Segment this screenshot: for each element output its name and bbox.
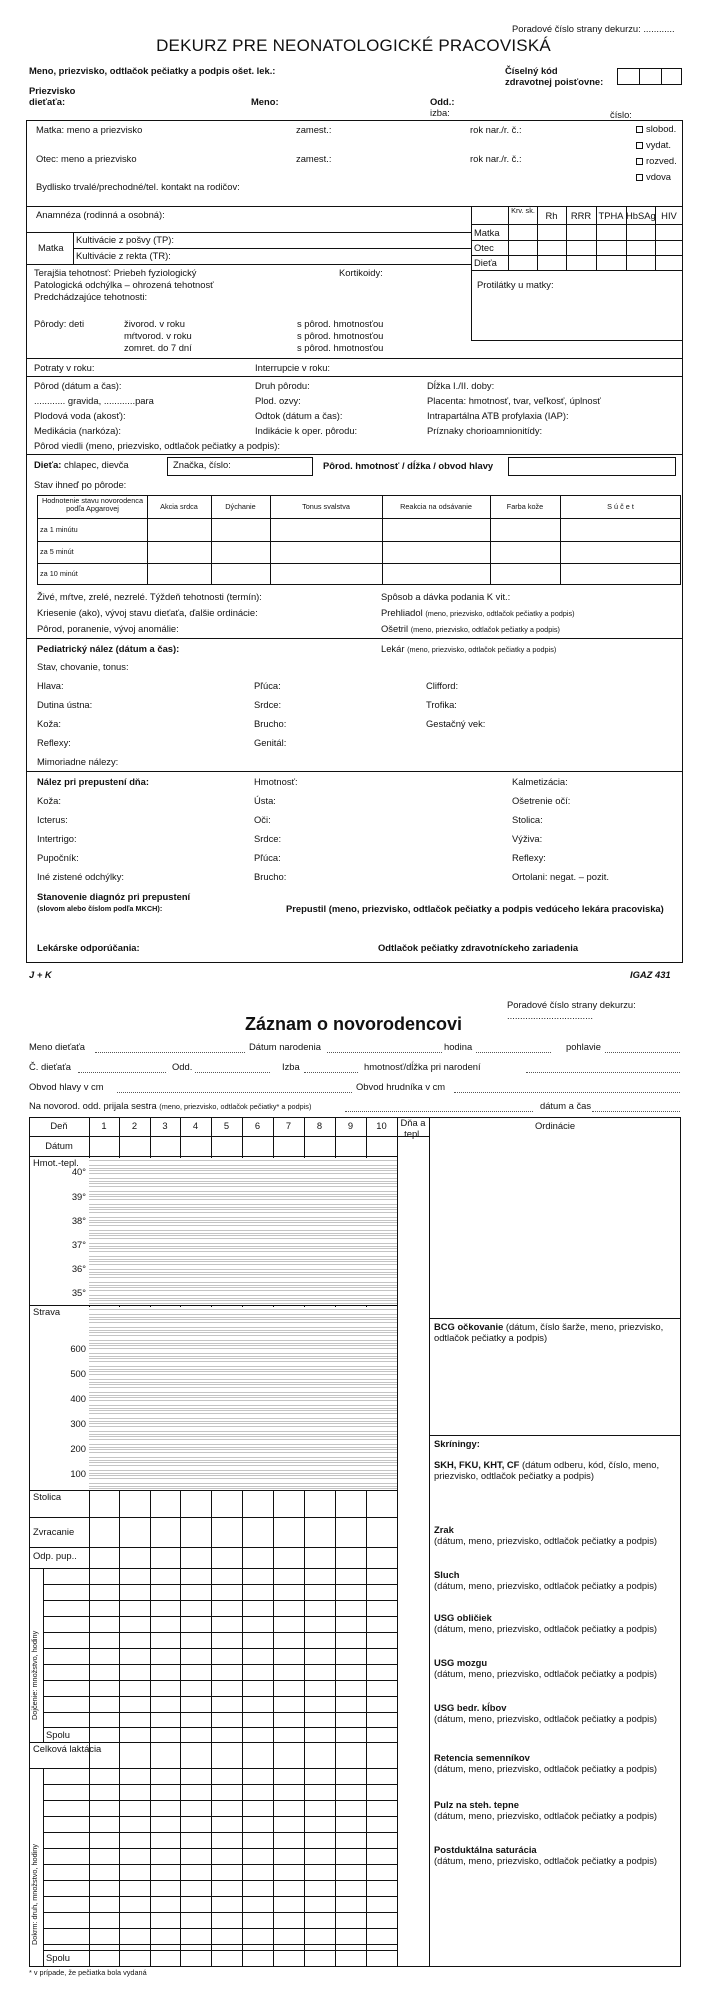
- sex-field[interactable]: [605, 1052, 680, 1053]
- room2-label: Izba: [282, 1061, 300, 1072]
- child-no-label: Č. dieťaťa: [29, 1061, 71, 1072]
- status-married-checkbox[interactable]: [636, 140, 671, 151]
- status-divorced-checkbox[interactable]: [636, 156, 677, 167]
- page2-title: Záznam o novorodencovi: [244, 1014, 463, 1034]
- birth-injury-label: Pôrod, poranenie, vývoj anomálie:: [37, 623, 179, 634]
- sero-col-hbsag: HbSAg: [626, 210, 656, 221]
- birth-date-label: Dátum narodenia: [249, 1041, 321, 1052]
- facility-stamp-label: Odtlačok pečiatky zdravotníckeho zariadenia: [378, 942, 579, 953]
- apgar-col-color: Farba kože: [506, 502, 544, 511]
- miscarriages-label: Potraty v roku:: [34, 362, 95, 373]
- apgar-col-breathing: Dýchanie: [225, 502, 256, 511]
- father-birth-year-label: rok nar./r. č.:: [470, 153, 522, 164]
- apgar-header: Hodnotenie stavu novorodenca podľa Apgarovej: [41, 496, 143, 514]
- sero-row-child: Dieťa: [474, 257, 497, 268]
- apgar-col-tone: Tonus svalstva: [302, 502, 350, 511]
- breastfeeding-row-line: [43, 1696, 397, 1697]
- child-sex-label: [34, 460, 129, 471]
- orders-header: Ordinácie: [534, 1120, 576, 1131]
- screening-item: [434, 1845, 678, 1866]
- breastfeeding-row-line: [43, 1712, 397, 1713]
- screening-item: [434, 1613, 678, 1634]
- insurer-label: zdravotnej poisťovne:: [505, 76, 604, 87]
- child-sex-options: chlapec, dievča: [61, 459, 129, 470]
- culture-vaginal-label: Kultivácie z pošvy (TP):: [76, 234, 174, 245]
- umbilical-label: Pupočník:: [37, 852, 79, 863]
- sero-col-rh: Rh: [545, 210, 558, 221]
- treated-by-caption: Ošetril: [381, 623, 409, 634]
- food-label: Strava: [33, 1306, 61, 1317]
- birth-measures-field[interactable]: [508, 457, 676, 476]
- father-employment-label: zamest.:: [296, 153, 332, 164]
- day-number: 4: [192, 1120, 199, 1131]
- birth-date-field[interactable]: [327, 1052, 442, 1053]
- apgar-col-reflex: Reakcia na odsávanie: [400, 502, 472, 511]
- insurer-code-label: Číselný kód: [505, 65, 558, 76]
- anamnesis-label: Anamnéza (rodinná a osobná):: [36, 209, 165, 220]
- oral-cavity-label: Dutina ústna:: [37, 699, 93, 710]
- ortolani-label: Ortolani: negat. – pozit.: [512, 871, 609, 882]
- treated-by-label: [381, 624, 560, 635]
- examined-by-label: [381, 608, 575, 619]
- total-lactation-label: Celková laktácia: [33, 1743, 102, 1754]
- residence-label: Bydlisko trvalé/prechodné/tel. kontakt na rodičov:: [36, 181, 240, 192]
- screening-item: [434, 1525, 678, 1546]
- birth-weight-2-label: s pôrod. hmotnosťou: [297, 330, 384, 341]
- screening-sub: (dátum, meno, priezvisko, odtlačok pečiatky a podpis): [434, 1667, 658, 1679]
- head-circ-label: Obvod hlavy v cm: [29, 1081, 104, 1092]
- temperature-tick: 35°: [71, 1287, 86, 1298]
- antibodies-label: Protilátky u matky:: [477, 279, 554, 290]
- screening-sub: (dátum, meno, priezvisko, odtlačok pečiatky a podpis): [434, 1579, 658, 1591]
- nutrition-label: Výživa:: [512, 833, 543, 844]
- physician-label: [381, 644, 556, 655]
- outflow-label: Odtok (dátum a čas):: [255, 410, 343, 421]
- maturity-label: Živé, mŕtve, zrelé, nezrelé. Týždeň tehotnosti (termín):: [37, 591, 262, 602]
- birth-weight-3-label: s pôrod. hmotnosťou: [297, 342, 384, 353]
- breastfeeding-label: Dojčenie: množstvo, hodiny: [30, 1630, 39, 1720]
- total2-label: Spolu: [46, 1952, 70, 1963]
- day-number: 10: [376, 1120, 387, 1131]
- discharged-by-label: Prepustil (meno, priezvisko, odtlačok pečiatky a podpis vedúceho lekára pracoviska): [286, 903, 664, 914]
- date-row-label: Dátum: [45, 1140, 73, 1151]
- sero-col-tpha: TPHA: [598, 210, 624, 221]
- breastfeeding-row-line: [43, 1680, 397, 1681]
- cultures-mother-label: Matka: [38, 242, 64, 253]
- corticoids-label: Kortikoidy:: [339, 267, 383, 278]
- screening-title: USG obličiek: [434, 1612, 492, 1623]
- form-code-right: IGAZ 431: [630, 969, 671, 980]
- child-name-label: Meno dieťaťa: [29, 1041, 86, 1052]
- breastfeeding-row-line: [43, 1632, 397, 1633]
- child-no-field[interactable]: [78, 1072, 166, 1073]
- name-label: Meno:: [251, 96, 279, 107]
- supplement-row-line: [43, 1912, 397, 1913]
- physician-sub: (meno, priezvisko, odtlačok pečiatky a podpis): [407, 645, 557, 654]
- day-header: Deň: [50, 1120, 68, 1131]
- apgar-row-1min: za 1 minútu: [40, 525, 78, 534]
- apgar-row-5min: za 5 minút: [40, 547, 74, 556]
- special-findings-label: Mimoriadne nálezy:: [37, 756, 119, 767]
- pediatric-finding-label: Pediatrický nález (dátum a čas):: [37, 643, 180, 654]
- screenings-label: Skríningy:: [434, 1438, 480, 1449]
- screening-title: Pulz na steh. tepne: [434, 1799, 519, 1810]
- screening-item: [434, 1570, 678, 1591]
- screening-sub: (dátum, meno, priezvisko, odtlačok pečiatky a podpis): [434, 1809, 658, 1821]
- screening-item: [434, 1658, 678, 1679]
- head-circ-field[interactable]: [117, 1092, 352, 1093]
- supplement-row-line: [43, 1832, 397, 1833]
- recommendations-label: Lekárske odporúčania:: [37, 942, 140, 953]
- day-number: 7: [285, 1120, 292, 1131]
- room-label: izba:: [430, 107, 450, 118]
- delivery-led-by-label: Pôrod viedli (meno, priezvisko, odtlačok pečiatky a podpis):: [34, 440, 280, 451]
- birth-weight-1-label: s pôrod. hmotnosťou: [297, 318, 384, 329]
- food-tick: 600: [70, 1343, 86, 1354]
- physician-caption: Lekár: [381, 643, 405, 654]
- breastfeeding-row-line: [43, 1584, 397, 1585]
- status-single-label: slobod.: [646, 123, 677, 134]
- page-number-label: Poradové číslo strany dekurzu: ............: [512, 23, 675, 34]
- culture-rectal-label: Kultivácie z rekta (TR):: [76, 250, 171, 261]
- bcg-vaccination-sub: (dátum, číslo šarže, meno, priezvisko, odtlačok pečiatky a podpis): [434, 1321, 664, 1343]
- umbilical-off-label: Odp. pup..: [33, 1550, 77, 1561]
- examined-by-caption: Prehliadol: [381, 607, 423, 618]
- birth-measures-label: Pôrod. hmotnosť / dĺžka / obvod hlavy: [323, 460, 494, 471]
- food-tick: 200: [70, 1443, 86, 1454]
- datetime-field[interactable]: [592, 1111, 680, 1112]
- discharge-heart-label: Srdce:: [254, 833, 282, 844]
- mother-birth-year-label: rok nar./r. č.:: [470, 124, 522, 135]
- day-number: 8: [316, 1120, 323, 1131]
- temperature-tick: 37°: [71, 1239, 86, 1250]
- placenta-label: Placenta: hmotnosť, tvar, veľkosť, úplnosť: [427, 395, 601, 406]
- screening-title: Retencia semenníkov: [434, 1752, 530, 1763]
- apgar-col-heart: Akcia srdca: [160, 502, 198, 511]
- admitted-by-label: [29, 1101, 311, 1112]
- datetime-label: dátum a čas: [540, 1100, 592, 1111]
- gravida-para-label: ............ gravida, ............para: [34, 395, 154, 406]
- screening-sub: (dátum, meno, priezvisko, odtlačok pečiatky a podpis): [434, 1762, 658, 1774]
- weight-temp-label: Hmot.-tepl.: [33, 1157, 79, 1168]
- day-number: 5: [223, 1120, 230, 1131]
- form-code-left: J + K: [29, 969, 52, 980]
- lungs-label: Pľúca:: [254, 680, 281, 691]
- insurer-code-field[interactable]: [617, 68, 682, 85]
- temperature-tick: 39°: [71, 1191, 86, 1202]
- screening-sub: (dátum, meno, priezvisko, odtlačok pečiatky a podpis): [434, 1712, 658, 1724]
- mother-name-label: Matka: meno a priezvisko: [36, 124, 143, 135]
- food-tick: 100: [70, 1468, 86, 1479]
- screening-sub: (dátum, meno, priezvisko, odtlačok pečiatky a podpis): [434, 1854, 658, 1866]
- supplement-row-line: [43, 1864, 397, 1865]
- died-7days-label: zomret. do 7 dní: [124, 342, 192, 353]
- bcg-vaccination-label: [434, 1322, 678, 1343]
- status-widow-label: vdova: [646, 171, 672, 182]
- number-label: číslo:: [610, 109, 632, 120]
- eyes-label: Oči:: [254, 814, 271, 825]
- discharge-abdomen-label: Brucho:: [254, 871, 287, 882]
- discharge-skin-label: Koža:: [37, 795, 61, 806]
- child-name-field[interactable]: [95, 1052, 245, 1053]
- skin-label: Koža:: [37, 718, 61, 729]
- trophic-label: Trofika:: [426, 699, 457, 710]
- room2-field[interactable]: [304, 1072, 358, 1073]
- screening-title: USG bedr. kĺbov: [434, 1702, 507, 1713]
- status-divorced-label: rozved.: [646, 155, 677, 166]
- amniotic-fluid-label: Plodová voda (akosť):: [34, 410, 126, 421]
- medication-label: Medikácia (narkóza):: [34, 425, 122, 436]
- screening-skh-caption: SKH, FKU, KHT, CF: [434, 1459, 520, 1470]
- intertrigo-label: Intertrigo:: [37, 833, 77, 844]
- screening-title: USG mozgu: [434, 1657, 488, 1668]
- abdomen-label: Brucho:: [254, 718, 287, 729]
- food-grid[interactable]: [89, 1307, 397, 1490]
- dept-label: Odd.: [172, 1061, 193, 1072]
- food-tick: 500: [70, 1368, 86, 1379]
- pathology-label: Patologická odchýlka – ohrozená tehotnosť: [34, 279, 214, 290]
- child-label: dieťaťa:: [29, 96, 66, 107]
- surgery-indication-label: Indikácie k oper. pôrodu:: [255, 425, 358, 436]
- nurse-signature-label: Meno, priezvisko, odtlačok pečiatky a podpis ošet. lek.:: [29, 65, 276, 76]
- supplement-row-line: [43, 1816, 397, 1817]
- supplement-row-line: [43, 1928, 397, 1929]
- temperature-tick: 36°: [71, 1263, 86, 1274]
- supplement-row-line: [43, 1944, 397, 1945]
- admitted-by-caption: Na novorod. odd. prijala sestra: [29, 1100, 157, 1111]
- discharge-finding-label: Nález pri prepustení dňa:: [37, 776, 149, 787]
- hour-field[interactable]: [476, 1052, 551, 1053]
- tag-number-label: Značka, číslo:: [173, 459, 231, 470]
- labour-duration-label: Dĺžka I./II. doby:: [427, 380, 495, 391]
- state-after-birth-label: Stav ihneď po pôrode:: [34, 479, 127, 490]
- stool-row-label: Stolica: [33, 1491, 62, 1502]
- admitted-by-sub: (meno, priezvisko, odtlačok pečiatky* a podpis): [159, 1102, 312, 1111]
- stillborn-label: mŕtvorod. v roku: [124, 330, 192, 341]
- breastfeeding-row-line: [43, 1616, 397, 1617]
- breastfeeding-row-line: [43, 1600, 397, 1601]
- heart-label: Srdce:: [254, 699, 282, 710]
- clifford-label: Clifford:: [426, 680, 459, 691]
- child-sex-caption: Dieťa:: [34, 459, 62, 470]
- sero-row-mother: Matka: [474, 227, 500, 238]
- screening-skh-sub: (dátum odberu, kód, číslo, meno, priezvisko, odtlačok pečiatky a podpis): [434, 1459, 660, 1481]
- screening-skh-label: [434, 1460, 678, 1481]
- chest-circ-label: Obvod hrudníka v cm: [356, 1081, 446, 1092]
- mouth-label: Ústa:: [254, 795, 276, 806]
- temperature-tick: 38°: [71, 1215, 86, 1226]
- screening-title: Zrak: [434, 1524, 454, 1535]
- department-label: Odd.:: [430, 96, 455, 107]
- birth-measures2-field[interactable]: [526, 1072, 680, 1073]
- status-single-checkbox[interactable]: [636, 124, 676, 135]
- day-number: 3: [162, 1120, 168, 1131]
- footnote: * v prípade, že pečiatka bola vydaná: [29, 1968, 147, 1977]
- discharge-lungs-label: Pľúca:: [254, 852, 281, 863]
- discharge-reflexes-label: Reflexy:: [512, 852, 546, 863]
- birth-datetime-label: Pôrod (dátum a čas):: [34, 380, 122, 391]
- screening-item: [434, 1800, 678, 1821]
- diagnosis-sub-label: (slovom alebo číslom podľa MKCH):: [37, 904, 163, 913]
- head-label: Hlava:: [37, 680, 64, 691]
- birth-type-label: Druh pôrodu:: [255, 380, 310, 391]
- state-behavior-label: Stav, chovanie, tonus:: [37, 661, 129, 672]
- day-number: 6: [254, 1120, 261, 1131]
- child-surname-label: Priezvisko: [29, 85, 76, 96]
- screening-title: Postduktálna saturácia: [434, 1844, 537, 1855]
- breastfeeding-row-line: [43, 1664, 397, 1665]
- genital-label: Genitál:: [254, 737, 287, 748]
- admitted-by-field[interactable]: [345, 1111, 533, 1112]
- day-temp-header: Dňa a tepl.: [400, 1117, 426, 1139]
- screening-title: Sluch: [434, 1569, 460, 1580]
- atb-prophylaxis-label: Intrapartálna ATB profylaxia (IAP):: [427, 410, 569, 421]
- sero-row-father: Otec: [474, 242, 494, 253]
- liveborn-label: živorod. v roku: [124, 318, 185, 329]
- page-title: DEKURZ PRE NEONATOLOGICKÉ PRACOVISKÁ: [156, 36, 551, 55]
- dept-field[interactable]: [195, 1072, 270, 1073]
- mother-employment-label: zamest.:: [296, 124, 332, 135]
- reflexes-label: Reflexy:: [37, 737, 71, 748]
- temperature-grid[interactable]: [89, 1158, 397, 1305]
- sex-label: pohlavie: [566, 1041, 601, 1052]
- fetal-sounds-label: Plod. ozvy:: [255, 395, 301, 406]
- births-label: Pôrody: deti: [34, 318, 85, 329]
- examined-by-sub: (meno, priezvisko, odtlačok pečiatky a podpis): [425, 609, 575, 618]
- sero-col-blood-group: Krv. sk.: [511, 206, 535, 215]
- supplement-row-line: [43, 1784, 397, 1785]
- chorioamnionitis-label: Príznaky chorioamnionitídy:: [427, 425, 543, 436]
- status-widow-checkbox[interactable]: [636, 172, 671, 183]
- vomit-row-label: Zvracanie: [33, 1526, 75, 1537]
- screening-item: [434, 1703, 678, 1724]
- sero-col-hiv: HIV: [661, 210, 677, 221]
- supplement-row-line: [43, 1800, 397, 1801]
- hour-label: hodina: [444, 1041, 473, 1052]
- treated-by-sub: (meno, priezvisko, odtlačok pečiatky a podpis): [410, 625, 560, 634]
- supplement-row-line: [43, 1848, 397, 1849]
- icterus-label: Icterus:: [37, 814, 68, 825]
- supplement-row-line: [43, 1896, 397, 1897]
- father-name-label: Otec: meno a priezvisko: [36, 153, 137, 164]
- supplement-label: Dokrm: druh, množstvo, hodiny: [30, 1844, 39, 1945]
- vitamin-k-label: Spôsob a dávka podania K vit.:: [381, 591, 511, 602]
- previous-pregnancies-label: Predchádzajúce tehotnosti:: [34, 291, 148, 302]
- page2-number-label: Poradové číslo strany dekurzu: .................................: [507, 999, 636, 1021]
- supplement-row-line: [43, 1880, 397, 1881]
- temperature-tick: 40°: [71, 1166, 86, 1177]
- food-tick: 400: [70, 1393, 86, 1404]
- day-number: 9: [347, 1120, 354, 1131]
- birth-measures2-label: hmotnosť/dĺžka pri narodení: [364, 1061, 481, 1072]
- diagnosis-label: Stanovenie diagnóz pri prepustení: [37, 891, 191, 902]
- apgar-row-10min: za 10 minút: [40, 569, 78, 578]
- status-married-label: vydat.: [646, 139, 672, 150]
- bcg-label: Kalmetizácia:: [512, 776, 568, 787]
- food-tick: 300: [70, 1418, 86, 1429]
- screening-sub: (dátum, meno, priezvisko, odtlačok pečiatky a podpis): [434, 1622, 658, 1634]
- breastfeeding-row-line: [43, 1648, 397, 1649]
- interruptions-label: Interrupcie v roku:: [255, 362, 331, 373]
- current-pregnancy-label: Terajšia tehotnosť: Priebeh fyziologický: [34, 267, 197, 278]
- sero-col-rrr: RRR: [570, 210, 592, 221]
- stool-label: Stolica:: [512, 814, 543, 825]
- weight-label: Hmotnosť:: [254, 776, 298, 787]
- gestational-age-label: Gestačný vek:: [426, 718, 486, 729]
- day-number: 2: [131, 1120, 138, 1131]
- screening-item: [434, 1753, 678, 1774]
- total-label: Spolu: [46, 1729, 70, 1740]
- resuscitation-label: Kriesenie (ako), vývoj stavu dieťaťa, ďalšie ordinácie:: [37, 607, 258, 618]
- bcg-vaccination-caption: BCG očkovanie: [434, 1321, 504, 1332]
- screening-sub: (dátum, meno, priezvisko, odtlačok pečiatky a podpis): [434, 1534, 658, 1546]
- other-deviations-label: Iné zistené odchýlky:: [37, 871, 125, 882]
- chest-circ-field[interactable]: [454, 1092, 680, 1093]
- eye-care-label: Ošetrenie očí:: [512, 795, 571, 806]
- day-number: 1: [101, 1120, 107, 1131]
- apgar-col-sum: S ú č e t: [607, 502, 634, 511]
